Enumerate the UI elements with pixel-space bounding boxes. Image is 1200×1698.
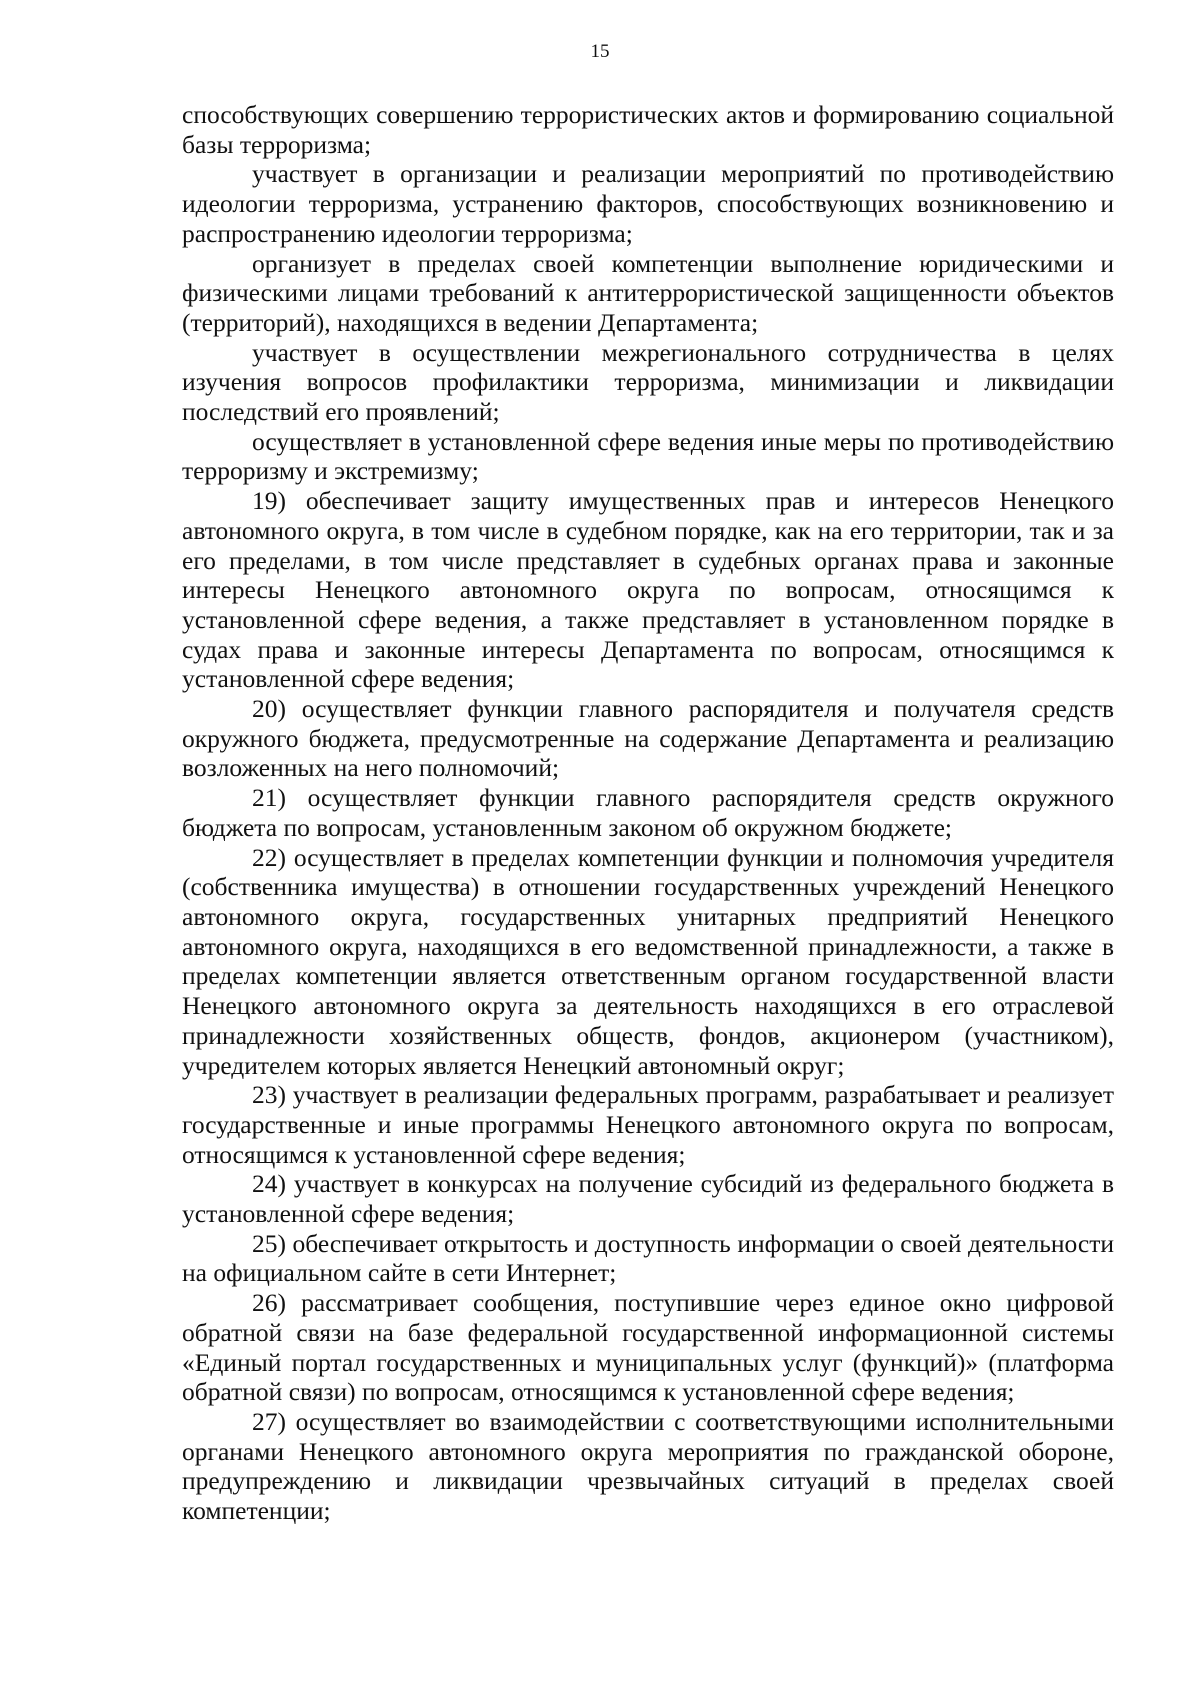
paragraph: организует в пределах своей компетенции выполнение юридическими и физическими лицами требований к антитеррористической защищенности объектов (территорий), находящихся в ведении Департамента; [182,248,1114,337]
paragraph: 26) рассматривает сообщения, поступившие через единое окно цифровой обратной связи на базе федеральной государственной информационной системы «Единый портал государственных и муниципальных услуг (функций)» (платформа обратной связи) по вопросам, относящимся к установленной сфере ведения; [182,1288,1114,1407]
page-number: 15 [590,41,610,62]
paragraph: 27) осуществляет во взаимодействии с соответствующими исполнительными органами Ненецкого автономного округа мероприятия по гражданской обороне, предупреждению и ликвидации чрезвычайных ситуаций в пределах своей компетенции; [182,1406,1114,1526]
paragraph: участвует в организации и реализации мероприятий по противодействию идеологии терроризма, устранению факторов, способствующих возникновению и распространению идеологии терроризма; [182,159,1114,248]
document-body [182,100,1114,1526]
paragraph: 21) осуществляет функции главного распорядителя средств окружного бюджета по вопросам, установленным законом об окружном бюджете; [182,783,1114,842]
paragraph: 25) обеспечивает открытость и доступность информации о своей деятельности на официальном сайте в сети Интернет; [182,1228,1114,1288]
paragraph: 23) участвует в реализации федеральных программ, разрабатывает и реализует государственные и иные программы Ненецкого автономного округа по вопросам, относящимся к установленной сфере ведения; [182,1080,1114,1169]
paragraph: способствующих совершению террористических актов и формированию социальной базы терроризма; [182,100,1114,159]
paragraph: 24) участвует в конкурсах на получение субсидий из федерального бюджета в установленной сфере ведения; [182,1169,1114,1229]
paragraph: осуществляет в установленной сфере ведения иные меры по противодействию терроризму и экстремизму; [182,426,1114,486]
paragraph: участвует в осуществлении межрегионального сотрудничества в целях изучения вопросов профилактики терроризма, минимизации и ликвидации последствий его проявлений; [182,337,1114,427]
paragraph: 22) осуществляет в пределах компетенции функции и полномочия учредителя (собственника имущества) в отношении государственных учреждений Ненецкого автономного округа, государственных унитарных предприятий Ненецкого автономного округа, находящихся в его ведомственной принадлежности, а также в пределах компетенции является ответственным органом государственной власти Ненецкого автономного округа за деятельность находящихся в его отраслевой принадлежности хозяйственных обществ, фондов, акционером (участником), учредителем которых является Ненецкий автономный округ; [182,842,1114,1080]
paragraph: 19) обеспечивает защиту имущественных прав и интересов Ненецкого автономного округа, в том числе в судебном порядке, как на его территории, так и за его пределами, в том числе представляет в судебных органах права и законные интересы Ненецкого автономного округа по вопросам, относящимся к установленной сфере ведения, а также представляет в установленном порядке в судах права и законные интересы Департамента по вопросам, относящимся к установленной сфере ведения; [182,486,1114,694]
paragraph: 20) осуществляет функции главного распорядителя и получателя средств окружного бюджета, предусмотренные на содержание Департамента и реализацию возложенных на него полномочий; [182,694,1114,783]
